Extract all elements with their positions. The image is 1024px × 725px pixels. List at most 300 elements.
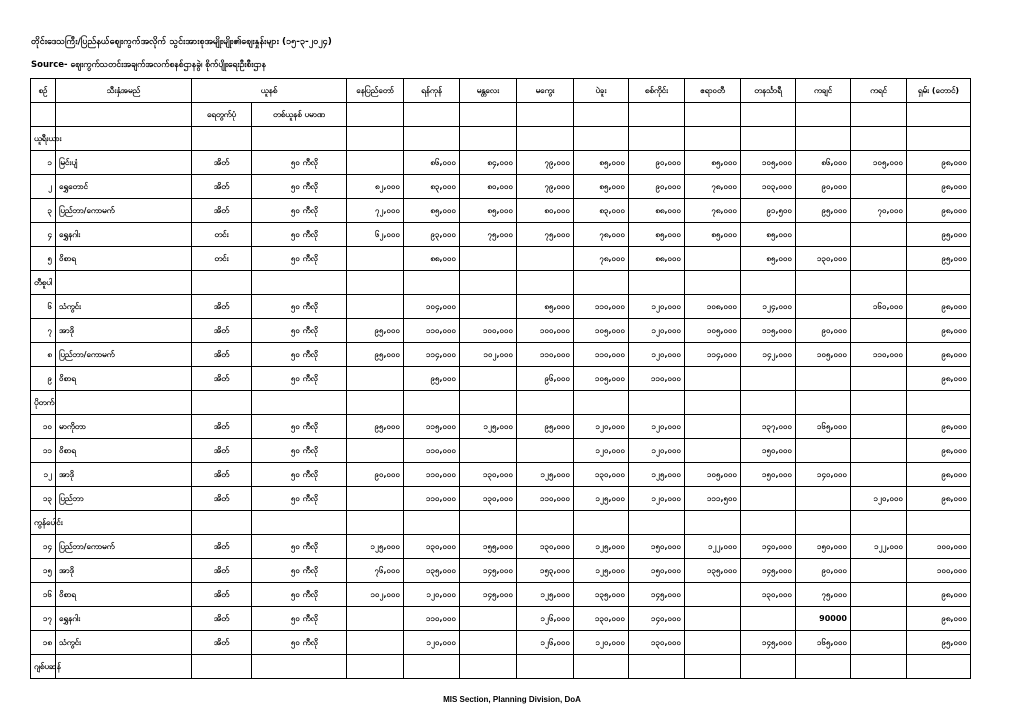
- price-cell: ၁၂၀,၀၀၀: [629, 439, 685, 463]
- empty-cell: [629, 655, 685, 679]
- empty-cell: [56, 271, 192, 295]
- price-cell: ၁၄၅,၀၀၀: [741, 631, 796, 655]
- report-title: တိုင်းဒေသကြီး/ပြည်နယ်ဈေးကွက်အလိုက် သွင်းအားစုအမျိုးမျိုး၏ဈေးနှုန်းများ (၁၅-၃-၂၀၂၄): [31, 37, 332, 47]
- price-cell: ၁၅၀,၀၀၀: [796, 535, 851, 559]
- price-cell: ၉၃,၀၀၀: [404, 223, 460, 247]
- empty-cell: [851, 655, 907, 679]
- unit-type: အိတ်: [192, 607, 252, 631]
- product-name: အာဒို: [56, 463, 192, 487]
- price-cell: ၁၂၀,၀၀၀: [574, 415, 629, 439]
- empty-cell: [685, 271, 741, 295]
- header-empty-cell: [404, 103, 460, 127]
- price-cell: ၁၅၀,၀၀၀: [629, 535, 685, 559]
- header-empty-cell: [574, 103, 629, 127]
- price-cell: ၉၅,၀၀၀: [347, 343, 404, 367]
- unit-weight: ၅၀ ကီလို: [252, 367, 347, 391]
- price-cell: ၁၄၀,၀၀၀: [741, 535, 796, 559]
- price-cell: ၁၂၅,၀၀၀: [629, 463, 685, 487]
- row-number: ၁: [31, 151, 56, 175]
- price-cell: [685, 607, 741, 631]
- unit-weight: ၅၀ ကီလို: [252, 631, 347, 655]
- price-cell: [460, 295, 517, 319]
- section-title: ဂျစ်ပဆန်: [31, 655, 56, 679]
- table-row: [31, 439, 971, 463]
- price-cell: ၇၈,၀၀၀: [574, 247, 629, 271]
- price-cell: ၈၅,၀၀၀: [685, 223, 741, 247]
- table-row: [31, 463, 971, 487]
- product-name: ရွှေတောင်: [56, 175, 192, 199]
- price-cell: ၇၈,၀၀၀: [574, 223, 629, 247]
- footer-credit: MIS Section, Planning Division, DoA: [443, 695, 581, 704]
- header-unit: ရေတွက်ပုံ: [192, 103, 252, 127]
- price-cell: ၉၈,၀၀၀: [907, 319, 971, 343]
- price-cell: ၁၂၅,၀၀၀: [574, 559, 629, 583]
- empty-cell: [347, 655, 404, 679]
- empty-cell: [347, 127, 404, 151]
- price-cell: [347, 295, 404, 319]
- price-cell: ၁၂၅,၀၀၀: [517, 583, 574, 607]
- price-cell: ၁၀၂,၀၀၀: [460, 343, 517, 367]
- row-number: ၅: [31, 247, 56, 271]
- price-cell: ၉၀,၀၀၀: [629, 175, 685, 199]
- price-cell: [851, 223, 907, 247]
- table-row: [31, 343, 971, 367]
- row-number: ၁၈: [31, 631, 56, 655]
- row-number: ၁၄: [31, 535, 56, 559]
- product-name: ဝိစာရ: [56, 439, 192, 463]
- table-row: [31, 295, 971, 319]
- empty-cell: [252, 391, 347, 415]
- row-number: ၁၁: [31, 439, 56, 463]
- price-cell: ၉၈,၀၀၀: [907, 439, 971, 463]
- row-number: ၁၆: [31, 583, 56, 607]
- price-cell: ၁၃၀,၀၀၀: [629, 631, 685, 655]
- header-market: ဧရာဝတီ: [685, 79, 741, 103]
- price-cell: [685, 415, 741, 439]
- row-number: ၇: [31, 319, 56, 343]
- price-cell: ၁၁၅,၀၀၀: [404, 415, 460, 439]
- unit-weight: ၅၀ ကီလို: [252, 223, 347, 247]
- section-title: တီစူပါ: [31, 271, 56, 295]
- price-cell: [685, 247, 741, 271]
- unit-weight: ၅၀ ကီလို: [252, 583, 347, 607]
- unit-type: အိတ်: [192, 559, 252, 583]
- price-cell: ၁၅၅,၀၀၀: [460, 535, 517, 559]
- price-cell: [851, 367, 907, 391]
- price-cell: ၁၂၅,၀၀၀: [574, 487, 629, 511]
- table-row: [31, 247, 971, 271]
- unit-type: တင်း: [192, 223, 252, 247]
- price-cell: ၁၃၀,၀၀၀: [460, 463, 517, 487]
- price-cell: [741, 367, 796, 391]
- empty-cell: [685, 511, 741, 535]
- price-cell: ၁၁၀,၀၀၀: [404, 607, 460, 631]
- price-cell: ၁၂၅,၀၀၀: [517, 463, 574, 487]
- empty-cell: [252, 655, 347, 679]
- unit-type: အိတ်: [192, 175, 252, 199]
- price-cell: ၉၅,၀၀၀: [907, 247, 971, 271]
- price-cell: ၁၀၀,၀၀၀: [517, 319, 574, 343]
- price-cell: ၁၂၀,၀၀၀: [629, 295, 685, 319]
- row-number: ၁၀: [31, 415, 56, 439]
- price-cell: [851, 631, 907, 655]
- header-seed: ယူနစ်: [192, 79, 347, 103]
- price-cell: [851, 583, 907, 607]
- table-row: [31, 319, 971, 343]
- header-name: သီးနှံအမည်: [56, 79, 192, 103]
- header-empty-cell: [741, 103, 796, 127]
- price-cell: ၈၈,၀၀၀: [629, 199, 685, 223]
- price-cell: ၁၁၀,၀၀၀: [629, 367, 685, 391]
- price-cell: ၁၁၀,၀၀၀: [404, 487, 460, 511]
- price-cell: [851, 559, 907, 583]
- price-cell: ၉၁,၅၀၀: [741, 199, 796, 223]
- price-cell: ၁၄၂,၀၀၀: [741, 343, 796, 367]
- unit-type: အိတ်: [192, 631, 252, 655]
- empty-cell: [252, 127, 347, 151]
- unit-weight: ၅၀ ကီလို: [252, 439, 347, 463]
- header-empty-cell: [56, 103, 192, 127]
- price-cell: ၁၂၀,၀၀၀: [629, 487, 685, 511]
- empty-cell: [629, 511, 685, 535]
- unit-weight: ၅၀ ကီလို: [252, 415, 347, 439]
- price-cell: ၁၅၀,၀၀၀: [629, 559, 685, 583]
- empty-cell: [347, 511, 404, 535]
- price-cell: [347, 607, 404, 631]
- header-weight: တစ်ယူနစ် ပမာဏ: [252, 103, 347, 127]
- price-cell: ၈၈,၀၀၀: [404, 247, 460, 271]
- empty-cell: [460, 271, 517, 295]
- empty-cell: [574, 511, 629, 535]
- price-cell: ၉၈,၀၀၀: [907, 295, 971, 319]
- price-cell: ၉၈,၀၀၀: [907, 607, 971, 631]
- product-name: မာကိုတာ: [56, 415, 192, 439]
- row-number: ၉: [31, 367, 56, 391]
- empty-cell: [252, 271, 347, 295]
- empty-cell: [796, 655, 851, 679]
- price-cell: ၁၀၅,၀၀၀: [851, 151, 907, 175]
- empty-cell: [347, 271, 404, 295]
- empty-cell: [56, 511, 192, 535]
- header-row-2: [31, 103, 971, 127]
- price-cell: ၁၂၀,၀၀၀: [574, 631, 629, 655]
- header-empty-cell: [907, 103, 971, 127]
- price-cell: ၇၅,၀၀၀: [460, 223, 517, 247]
- price-cell: ၁၃၀,၀၀၀: [517, 535, 574, 559]
- price-cell: ၆၂,၀၀၀: [347, 223, 404, 247]
- price-cell: ၁၀၀,၀၀၀: [460, 319, 517, 343]
- header-empty-cell: [629, 103, 685, 127]
- section-title: ပိုတက်: [31, 391, 56, 415]
- price-cell: ၁၀၃,၀၀၀: [741, 175, 796, 199]
- price-cell: ၁၄၅,၀၀၀: [741, 559, 796, 583]
- empty-cell: [907, 511, 971, 535]
- price-cell: ၁၂၅,၀၀၀: [460, 415, 517, 439]
- price-cell: ၁၄၀,၀၀၀: [796, 463, 851, 487]
- price-cell: ၁၃၀,၀၀၀: [741, 583, 796, 607]
- price-cell: ၉၀,၀၀၀: [796, 319, 851, 343]
- empty-cell: [192, 511, 252, 535]
- row-number: ၄: [31, 223, 56, 247]
- price-cell: ၉၀,၀၀၀: [796, 175, 851, 199]
- empty-cell: [517, 511, 574, 535]
- empty-cell: [517, 271, 574, 295]
- price-cell: ၈၅,၀၀၀: [741, 223, 796, 247]
- price-cell: [460, 631, 517, 655]
- price-cell: [851, 247, 907, 271]
- price-cell: ၈၅,၀၀၀: [741, 247, 796, 271]
- unit-type: အိတ်: [192, 343, 252, 367]
- price-cell: ၈၃,၀၀၀: [404, 175, 460, 199]
- unit-weight: ၅၀ ကီလို: [252, 295, 347, 319]
- price-cell: ၁၀၄,၀၀၀: [404, 295, 460, 319]
- price-cell: ၉၈,၀၀၀: [907, 415, 971, 439]
- product-name: ဝိစာရ: [56, 367, 192, 391]
- row-number: ၃: [31, 199, 56, 223]
- table-row: [31, 199, 971, 223]
- price-cell: ၁၁၅,၀၀၀: [741, 319, 796, 343]
- price-cell: [851, 319, 907, 343]
- price-cell: ၁၁၄,၀၀၀: [404, 343, 460, 367]
- table-row: [31, 151, 971, 175]
- price-cell: ၇၂,၀၀၀: [347, 199, 404, 223]
- price-cell: ၁၃၀,၀၀၀: [574, 607, 629, 631]
- unit-type: အိတ်: [192, 199, 252, 223]
- price-cell: ၉၀,၀၀၀: [629, 151, 685, 175]
- section-title: ယူရီးယား: [31, 127, 56, 151]
- product-name: မြင်းပျံ: [56, 151, 192, 175]
- header-market: ရန်ကုန်: [404, 79, 460, 103]
- empty-cell: [741, 391, 796, 415]
- price-cell: ၁၃၀,၀၀၀: [404, 535, 460, 559]
- unit-weight: ၅၀ ကီလို: [252, 463, 347, 487]
- header-market: မကွေး: [517, 79, 574, 103]
- price-cell: ၁၁၀,၀၀၀: [404, 319, 460, 343]
- empty-cell: [741, 655, 796, 679]
- empty-cell: [192, 271, 252, 295]
- empty-cell: [796, 127, 851, 151]
- price-cell: ၁၅၀,၀၀၀: [741, 463, 796, 487]
- price-cell: ၈၅,၀၀၀: [460, 199, 517, 223]
- empty-cell: [851, 127, 907, 151]
- empty-cell: [56, 391, 192, 415]
- price-table: [30, 78, 971, 679]
- table-row: [31, 631, 971, 655]
- unit-type: အိတ်: [192, 583, 252, 607]
- price-cell: ၁၁၀,၀၀၀: [404, 439, 460, 463]
- table-row: [31, 367, 971, 391]
- unit-weight: ၅၀ ကီလို: [252, 247, 347, 271]
- price-cell: [741, 487, 796, 511]
- price-cell: ၉၅,၀၀၀: [796, 199, 851, 223]
- price-cell: ၉၈,၀၀၀: [907, 367, 971, 391]
- unit-weight: ၅၀ ကီလို: [252, 151, 347, 175]
- table-row: [31, 223, 971, 247]
- product-name: ပြည်ဘာ/ကောမက်: [56, 535, 192, 559]
- price-cell: ၈၃,၀၀၀: [574, 199, 629, 223]
- row-number: ၆: [31, 295, 56, 319]
- price-cell: ၁၂၀,၀၀၀: [404, 583, 460, 607]
- product-name: ပြည်ဘာ/ကောမက်: [56, 199, 192, 223]
- product-name: ဝိစာရ: [56, 583, 192, 607]
- price-cell: ၁၄၅,၀၀၀: [460, 559, 517, 583]
- unit-type: အိတ်: [192, 295, 252, 319]
- price-cell: ၁၂၀,၀၀၀: [404, 631, 460, 655]
- empty-cell: [685, 655, 741, 679]
- product-name: ရွှေနဂါး: [56, 223, 192, 247]
- section-row: [31, 271, 971, 295]
- empty-cell: [404, 511, 460, 535]
- price-cell: [685, 439, 741, 463]
- empty-cell: [460, 511, 517, 535]
- unit-weight: ၅၀ ကီလို: [252, 535, 347, 559]
- price-cell: ၁၂၀,၀၀၀: [851, 487, 907, 511]
- empty-cell: [404, 271, 460, 295]
- table-row: [31, 607, 971, 631]
- empty-cell: [56, 655, 192, 679]
- price-cell: [517, 247, 574, 271]
- price-cell: ၁၄၅,၀၀၀: [629, 583, 685, 607]
- empty-cell: [192, 127, 252, 151]
- header-market: စစ်ကိုင်း: [629, 79, 685, 103]
- unit-type: အိတ်: [192, 487, 252, 511]
- price-cell: ၁၃၇,၀၀၀: [741, 415, 796, 439]
- price-cell: ၁၆၀,၀၀၀: [851, 295, 907, 319]
- price-cell: [796, 223, 851, 247]
- unit-type: အိတ်: [192, 439, 252, 463]
- unit-type: အိတ်: [192, 463, 252, 487]
- price-cell: ၈၆,၀၀၀: [404, 151, 460, 175]
- section-title: ကွန်ပေါင်း: [31, 511, 56, 535]
- price-cell: ၉၈,၀၀၀: [907, 199, 971, 223]
- price-cell: ၉၅,၀၀၀: [347, 319, 404, 343]
- empty-cell: [517, 391, 574, 415]
- price-cell: [851, 415, 907, 439]
- price-cell: ၁၅၃,၀၀၀: [517, 559, 574, 583]
- empty-cell: [404, 127, 460, 151]
- price-cell: [347, 367, 404, 391]
- empty-cell: [907, 391, 971, 415]
- price-cell: [460, 607, 517, 631]
- empty-cell: [685, 127, 741, 151]
- empty-cell: [56, 127, 192, 151]
- price-cell: ၁၃၀,၀၀၀: [574, 463, 629, 487]
- header-no: စဉ်: [31, 79, 56, 103]
- price-cell: ၉၈,၀၀၀: [907, 175, 971, 199]
- section-row: [31, 511, 971, 535]
- table-row: [31, 535, 971, 559]
- empty-cell: [851, 271, 907, 295]
- product-name: သံကွင်း: [56, 631, 192, 655]
- price-cell: ၈၅,၀၀၀: [517, 295, 574, 319]
- row-number: ၁၃: [31, 487, 56, 511]
- table-row: [31, 583, 971, 607]
- unit-type: အိတ်: [192, 319, 252, 343]
- empty-cell: [741, 271, 796, 295]
- unit-weight: ၅၀ ကီလို: [252, 175, 347, 199]
- price-cell: [460, 247, 517, 271]
- price-cell: [460, 367, 517, 391]
- product-name: ပြည်ဘာ/ကောမက်: [56, 343, 192, 367]
- price-cell: ၉၈,၀၀၀: [907, 151, 971, 175]
- unit-weight: ၅၀ ကီလို: [252, 607, 347, 631]
- unit-weight: ၅၀ ကီလို: [252, 199, 347, 223]
- price-cell: [851, 463, 907, 487]
- header-empty-cell: [347, 103, 404, 127]
- price-cell: ၁၂၄,၀၀၀: [741, 295, 796, 319]
- price-cell: ၉၅,၀၀၀: [907, 223, 971, 247]
- header-market: နေပြည်တော်: [347, 79, 404, 103]
- empty-cell: [404, 391, 460, 415]
- price-cell: ၈၅,၀၀၀: [574, 175, 629, 199]
- price-cell: ၁၃၅,၀၀၀: [685, 559, 741, 583]
- empty-cell: [460, 655, 517, 679]
- price-cell: ၁၂၆,၀၀၀: [517, 607, 574, 631]
- header-empty-cell: [460, 103, 517, 127]
- price-cell: ၁၂၅,၀၀၀: [574, 535, 629, 559]
- price-cell: ၁၁၀,၀၀၀: [851, 343, 907, 367]
- price-cell: ၁၃၀,၀၀၀: [796, 247, 851, 271]
- price-cell: [347, 487, 404, 511]
- price-cell: ၁၂၀,၀၀၀: [629, 319, 685, 343]
- price-cell: ၇၉,၀၀၀: [517, 151, 574, 175]
- price-cell: [851, 175, 907, 199]
- unit-weight: ၅၀ ကီလို: [252, 559, 347, 583]
- price-cell: [741, 607, 796, 631]
- price-cell: ၁၄၀,၀၀၀: [629, 607, 685, 631]
- price-cell: ၁၃၀,၀၀၀: [460, 487, 517, 511]
- price-cell: [517, 439, 574, 463]
- price-cell: ၉၈,၀၀၀: [907, 463, 971, 487]
- empty-cell: [685, 391, 741, 415]
- price-cell: [347, 631, 404, 655]
- header-market: ပဲခူး: [574, 79, 629, 103]
- price-cell: ၁၅၀,၀၀၀: [741, 439, 796, 463]
- price-cell: [685, 631, 741, 655]
- unit-weight: ၅၀ ကီလို: [252, 487, 347, 511]
- product-name: အာဒို: [56, 319, 192, 343]
- price-cell: ၇၆,၀၀၀: [347, 559, 404, 583]
- empty-cell: [796, 271, 851, 295]
- price-cell: 90000: [796, 607, 851, 631]
- price-cell: ၉၆,၀၀၀: [517, 367, 574, 391]
- price-cell: ၁၀၅,၀၀၀: [685, 319, 741, 343]
- price-cell: ၉၅,၀၀၀: [907, 631, 971, 655]
- table-row: [31, 487, 971, 511]
- empty-cell: [460, 391, 517, 415]
- price-cell: ၁၆၅,၀၀၀: [796, 631, 851, 655]
- row-number: ၈: [31, 343, 56, 367]
- price-cell: ၁၀၀,၀၀၀: [907, 535, 971, 559]
- price-cell: ၉၈,၀၀၀: [907, 583, 971, 607]
- price-cell: [347, 151, 404, 175]
- header-empty-cell: [685, 103, 741, 127]
- unit-type: အိတ်: [192, 367, 252, 391]
- price-cell: [796, 439, 851, 463]
- price-cell: ၁၄၅,၀၀၀: [460, 583, 517, 607]
- price-cell: [685, 367, 741, 391]
- price-cell: ၁၂၆,၀၀၀: [517, 631, 574, 655]
- price-cell: ၈၂,၀၀၀: [347, 175, 404, 199]
- price-cell: ၇၈,၀၀၀: [685, 199, 741, 223]
- price-cell: ၈၀,၀၀၀: [517, 199, 574, 223]
- price-cell: ၈၄,၀၀၀: [460, 151, 517, 175]
- section-row: [31, 655, 971, 679]
- empty-cell: [907, 271, 971, 295]
- price-cell: ၁၂၅,၀၀၀: [347, 535, 404, 559]
- price-cell: ၁၂၀,၀၀၀: [574, 439, 629, 463]
- empty-cell: [404, 655, 460, 679]
